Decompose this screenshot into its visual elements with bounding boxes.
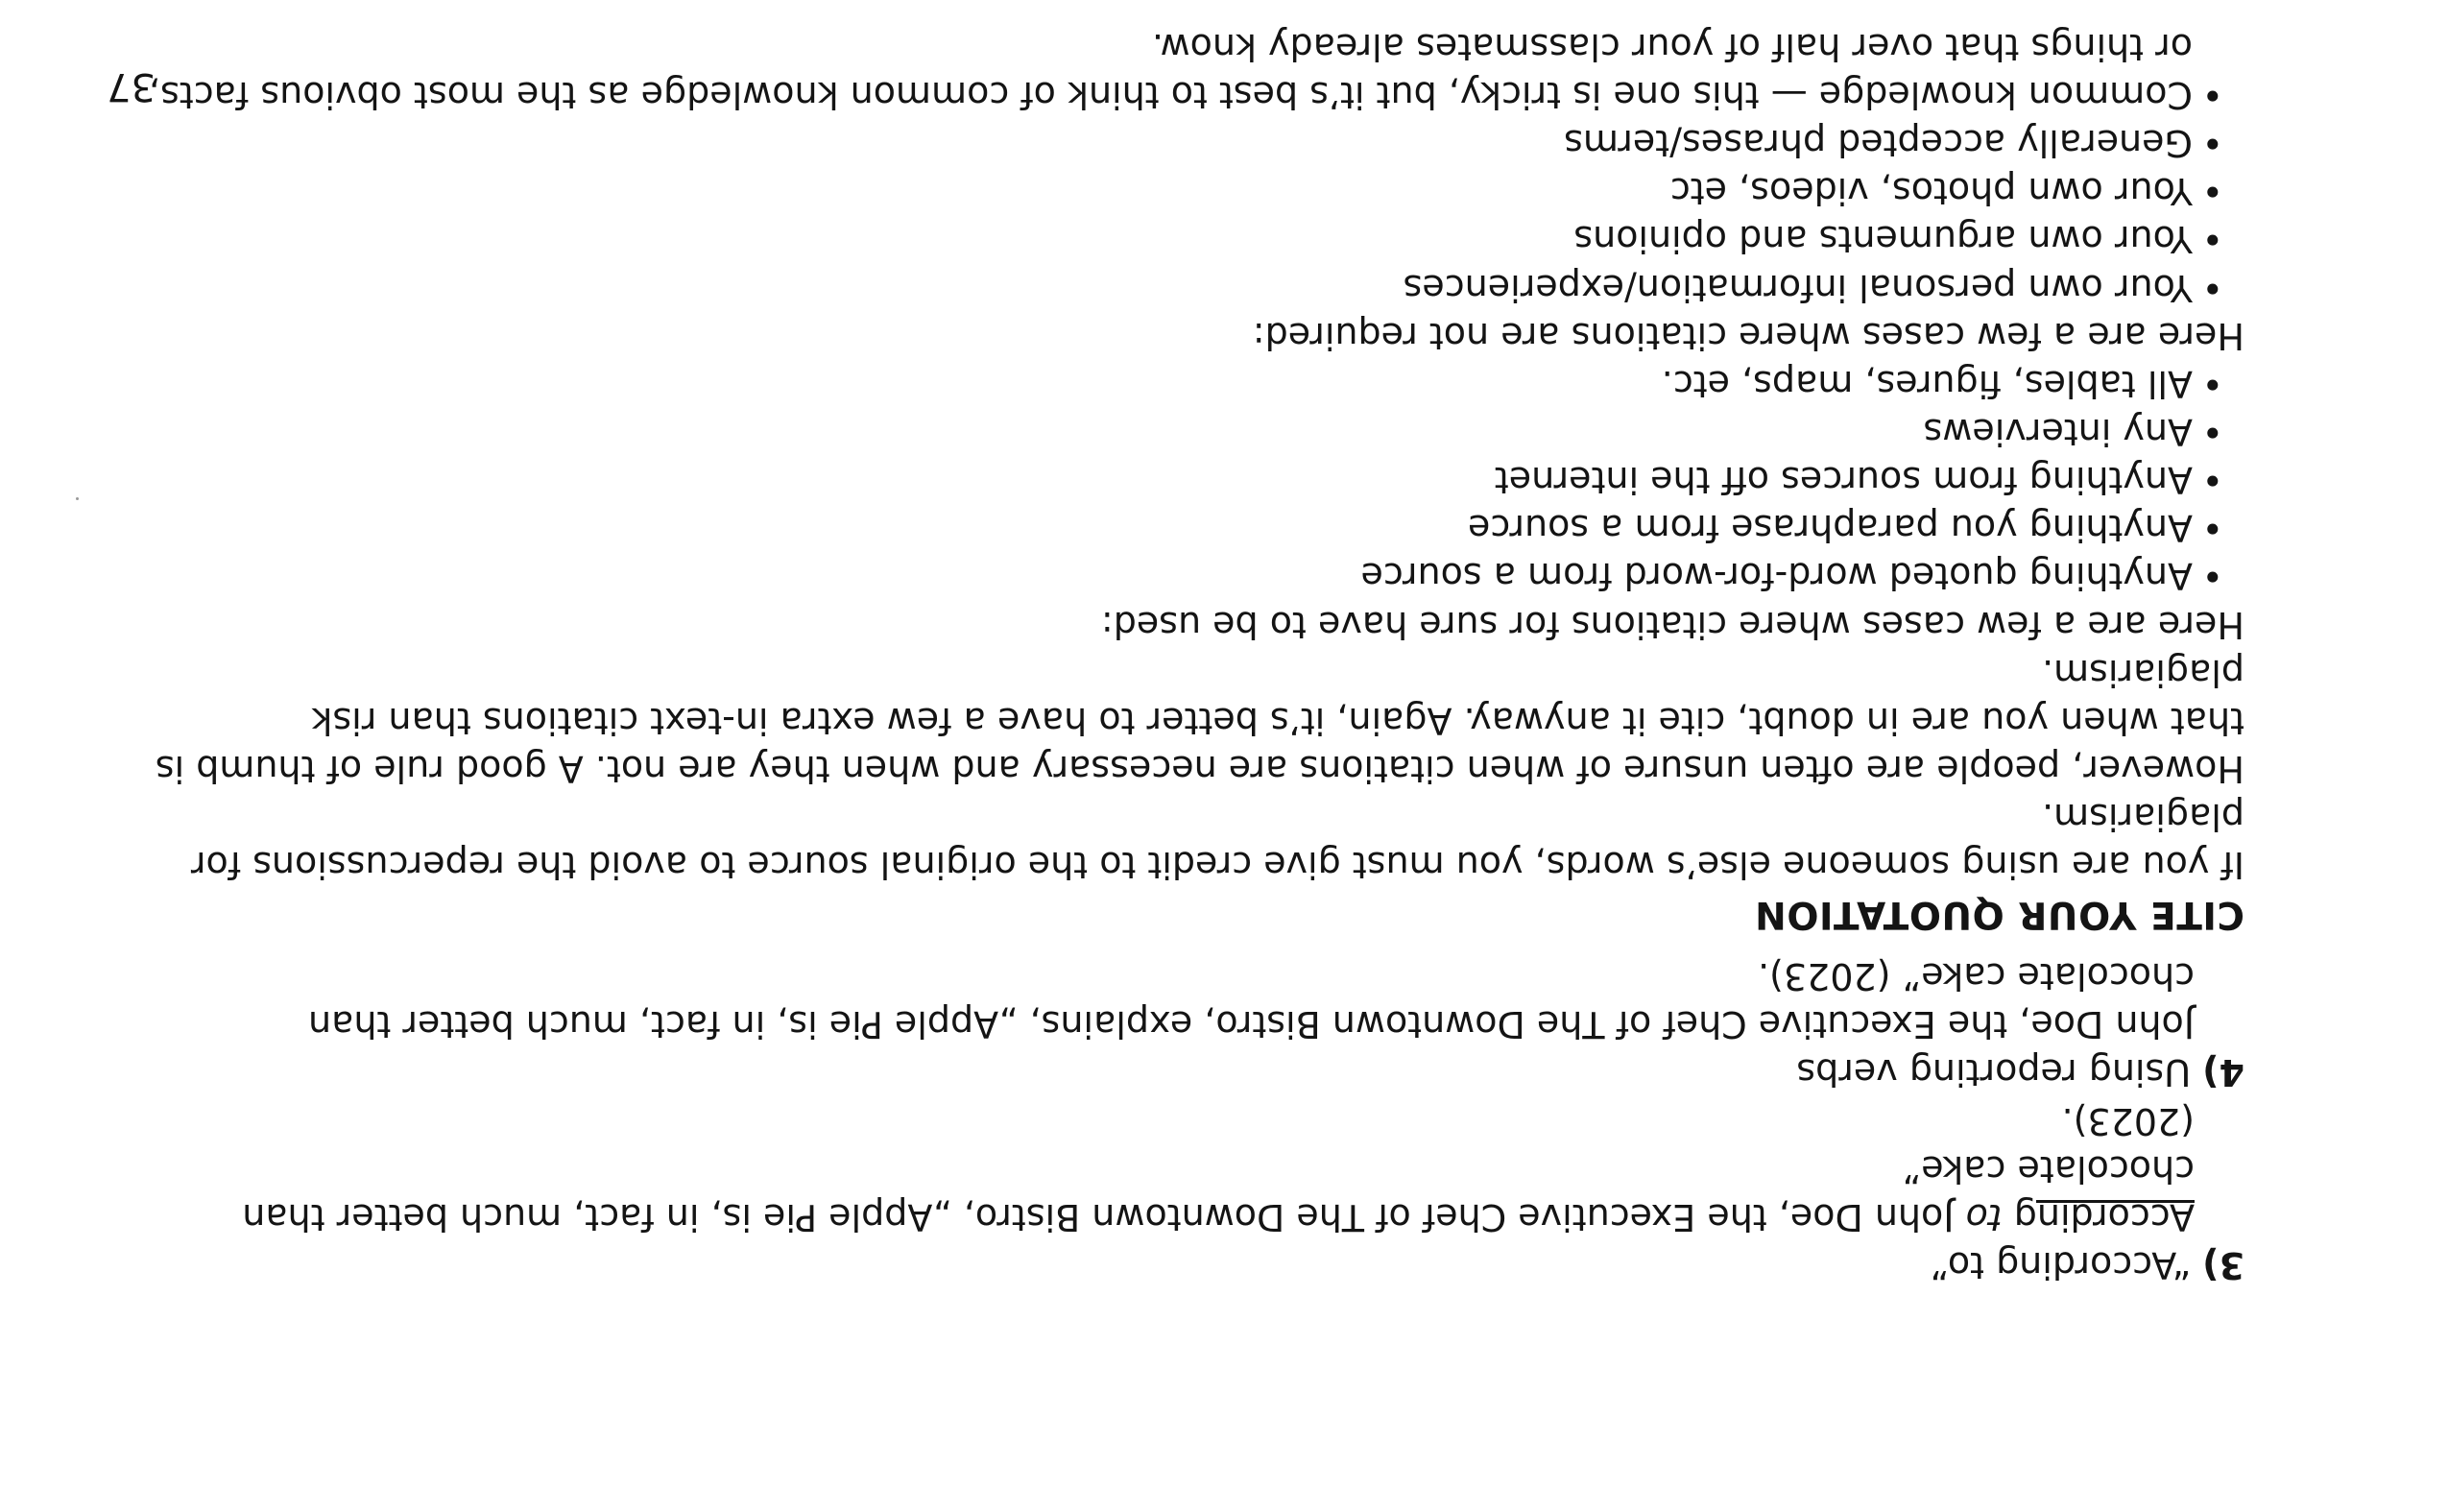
list-item xyxy=(132,552,2223,600)
section-3-example-year: (2023). xyxy=(2061,1099,2195,1142)
section-4-title: Using reporting verbs xyxy=(1796,1051,2203,1094)
list-item xyxy=(132,215,2223,263)
list-item-text: Your own personal information/experiences xyxy=(1403,266,2193,309)
according-underlined: According xyxy=(2013,1195,2195,1238)
section-4-number: 4) xyxy=(2202,1051,2244,1094)
not-required-lead: Here are a few cases where citations are not required: xyxy=(1252,314,2244,357)
list-item-text: Your own photos, videos, etc xyxy=(1669,170,2193,213)
bullet-icon: • xyxy=(2201,73,2223,116)
bullet-icon: • xyxy=(2201,411,2223,454)
bullet-icon: • xyxy=(2201,266,2223,309)
required-lead: Here are a few cases where citations for sure have to be used: xyxy=(1100,603,2244,646)
list-item-text: Any interviews xyxy=(1923,411,2193,454)
cite-heading: CITE YOUR QUOTATION xyxy=(1754,892,2244,936)
page-number: 37 xyxy=(107,64,156,108)
bullet-icon: • xyxy=(2201,218,2223,261)
bullet-icon: • xyxy=(2201,459,2223,502)
intro-paragraph: If you are using someone else’s words, you must give credit to the original source to avoid the repercussions for plagiarism. xyxy=(190,796,2244,887)
list-item xyxy=(132,360,2223,408)
however-paragraph: However, people are often unsure of when citations are necessary and when they are not. A good rule of thumb is that when you are in doubt, cite it anyway. Again, it’s better to have a few extra in-text citations than risk plagiarism. xyxy=(155,651,2244,791)
section-3-title: “According to” xyxy=(1930,1244,2192,1286)
list-item-text: Anything quoted word-for-word from a source xyxy=(1360,555,2193,598)
list-item-text: Your own arguments and opinions xyxy=(1573,218,2193,261)
page-content xyxy=(132,23,2244,1289)
section-4-example: John Doe, the Executive Chef of The Downtown Bistro, explains, „Apple Pie is, in fact, much better than chocolate cake” (2023). xyxy=(307,955,2195,1046)
list-item xyxy=(132,504,2223,552)
bullet-icon: • xyxy=(2201,170,2223,213)
section-3-example xyxy=(132,1145,2195,1241)
bullet-icon: • xyxy=(2201,362,2223,405)
bullet-icon: • xyxy=(2201,555,2223,598)
list-item xyxy=(132,408,2223,456)
list-item xyxy=(132,167,2223,215)
section-3-number: 3) xyxy=(2202,1244,2244,1286)
list-item xyxy=(132,119,2223,167)
list-item-text: Anything you paraphrase from a source xyxy=(1467,507,2193,550)
scan-speck xyxy=(76,497,79,500)
to-italic: to xyxy=(1965,1195,2014,1238)
bullet-icon: • xyxy=(2201,122,2223,165)
list-item-text: Common knowledge — this one is tricky, but it’s best to think of common knowledge as the most obvious facts, or things that over half of your classmates already know. xyxy=(148,25,2193,116)
list-item-text: Generally accepted phrases/terms xyxy=(1564,122,2193,165)
list-item-text: Anything from sources off the internet xyxy=(1494,459,2193,502)
section-3-example-text: John Doe, the Executive Chef of The Downtown Bistro, „Apple Pie is, in fact, much better than chocolate cake” xyxy=(242,1147,2195,1238)
list-item-text: All tables, figures, maps, etc. xyxy=(1661,362,2193,405)
not-required-list xyxy=(132,23,2244,312)
required-list xyxy=(132,360,2244,601)
list-item xyxy=(132,456,2223,504)
section-3-heading xyxy=(132,1241,2244,1289)
bullet-icon: • xyxy=(2201,507,2223,550)
section-4-heading xyxy=(132,1048,2244,1096)
list-item xyxy=(132,263,2223,311)
list-item xyxy=(132,23,2223,119)
